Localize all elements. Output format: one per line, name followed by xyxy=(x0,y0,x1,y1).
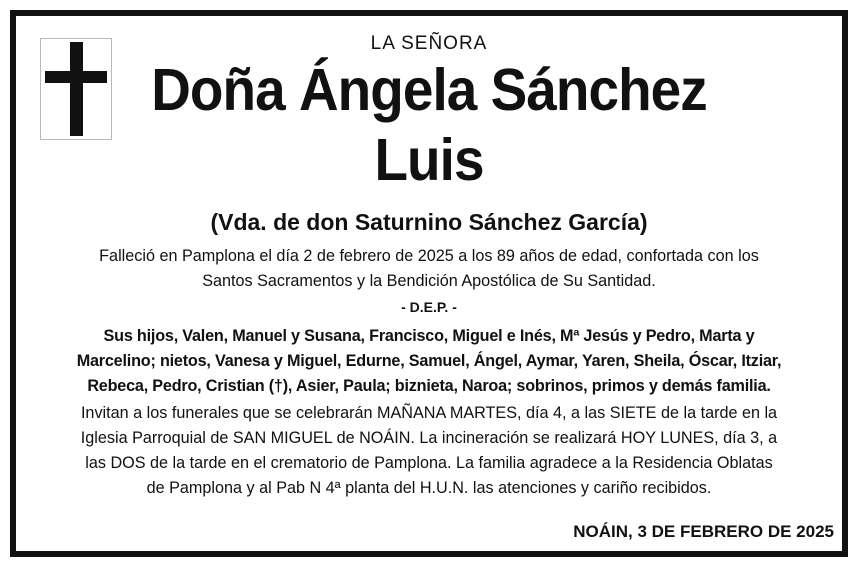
family-line: Sus hijos, Valen, Manuel y Susana, Francisco, Miguel e Inés, Mª Jesús y Pedro, Marta y xyxy=(103,327,755,345)
rip-line: - D.E.P. - xyxy=(401,299,457,315)
death-line: Falleció en Pamplona el día 2 de febrero de 2025 a los 89 años de edad, confortada con los xyxy=(99,247,759,265)
widow-of-line: (Vda. de don Saturnino Sánchez García) xyxy=(210,209,648,235)
funeral-details xyxy=(30,401,828,501)
deceased-name-line-2: Luis xyxy=(374,127,484,193)
funeral-line: de Pamplona y al Pab N 4ª planta del H.U.N. las atenciones y cariño recibidos. xyxy=(146,479,712,497)
deceased-name-line-1: Doña Ángela Sánchez xyxy=(151,57,707,123)
death-announcement xyxy=(36,244,822,294)
family-list xyxy=(30,324,828,399)
funeral-line: las DOS de la tarde en el crematorio de Pamplona. La familia agradece a la Residencia Oblatas xyxy=(85,454,773,472)
death-line: Santos Sacramentos y la Bendición Apostólica de Su Santidad. xyxy=(202,272,656,290)
family-line: Marcelino; nietos, Vanesa y Miguel, Edurne, Samuel, Ángel, Aymar, Yaren, Sheila, Óscar, Itziar, xyxy=(76,352,782,370)
honorific-title: LA SEÑORA xyxy=(370,33,488,54)
place-and-date: NOÁIN, 3 DE FEBRERO DE 2025 xyxy=(573,522,834,541)
funeral-line: Invitan a los funerales que se celebrarán MAÑANA MARTES, día 4, a las SIETE de la tarde en la xyxy=(80,404,778,422)
obituary-notice xyxy=(10,10,848,557)
funeral-line: Iglesia Parroquial de SAN MIGUEL de NOÁIN. La incineración se realizará HOY LUNES, día 3, a xyxy=(80,429,778,447)
family-line: Rebeca, Pedro, Cristian (†), Asier, Paula; biznieta, Naroa; sobrinos, primos y demás familia. xyxy=(87,377,771,395)
